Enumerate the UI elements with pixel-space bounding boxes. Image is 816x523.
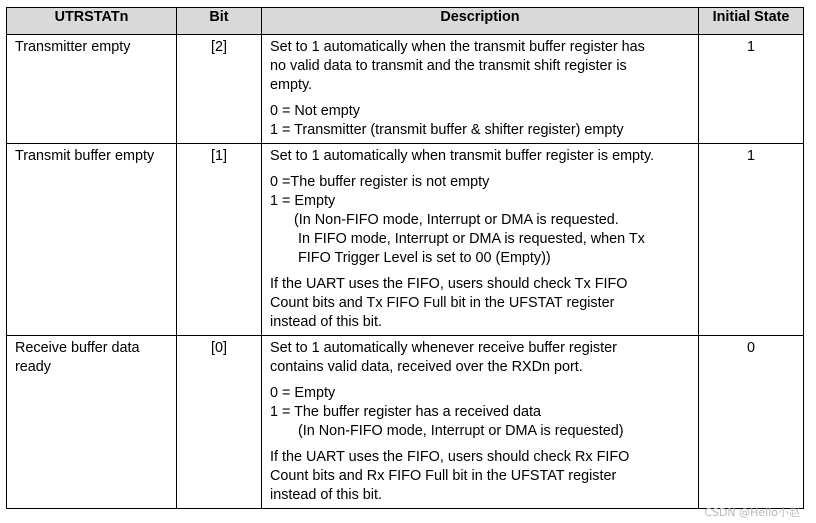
description-line: If the UART uses the FIFO, users should check Tx FIFO — [270, 276, 628, 292]
initial-state: 0 — [699, 336, 804, 509]
description-line: Set to 1 automatically when the transmit buffer register has — [270, 39, 645, 55]
table-row — [7, 144, 804, 336]
header-description: Description — [262, 8, 699, 35]
description-line: instead of this bit. — [270, 314, 382, 330]
description-line: instead of this bit. — [270, 487, 382, 503]
header-bit: Bit — [177, 8, 262, 35]
description-line: If the UART uses the FIFO, users should check Rx FIFO — [270, 449, 630, 465]
value-line: 1 = Transmitter (transmit buffer & shifter register) empty — [270, 122, 624, 138]
table-row — [7, 336, 804, 509]
description-line: Set to 1 automatically whenever receive buffer register — [270, 340, 617, 356]
header-initial-state: Initial State — [699, 8, 804, 35]
description-line: contains valid data, received over the RXDn port. — [270, 359, 583, 375]
description-line: Count bits and Rx FIFO Full bit in the UFSTAT register — [270, 468, 617, 484]
value-line: 0 = Empty — [270, 385, 336, 401]
register-table — [6, 7, 804, 509]
header-register: UTRSTATn — [7, 8, 177, 35]
description-cell — [262, 35, 699, 144]
description-cell — [262, 336, 699, 509]
bit-position: [0] — [177, 336, 262, 509]
description-line: empty. — [270, 77, 313, 93]
value-line: 1 = Empty — [270, 193, 336, 209]
field-name: Transmitter empty — [7, 35, 177, 144]
description-line: no valid data to transmit and the transmit shift register is — [270, 58, 627, 74]
value-note-line: FIFO Trigger Level is set to 00 (Empty)) — [298, 250, 551, 266]
description-paragraph — [270, 339, 690, 377]
header-row — [7, 8, 804, 35]
bit-position: [1] — [177, 144, 262, 336]
value-list — [270, 384, 690, 441]
value-line: 0 = Not empty — [270, 103, 360, 119]
value-note-line: In FIFO mode, Interrupt or DMA is requested, when Tx — [298, 231, 645, 247]
description-cell — [262, 144, 699, 336]
bit-position: [2] — [177, 35, 262, 144]
value-line: 1 = The buffer register has a received data — [270, 404, 542, 420]
value-list — [270, 102, 690, 140]
description-line: Count bits and Tx FIFO Full bit in the UFSTAT register — [270, 295, 615, 311]
description-paragraph — [270, 147, 690, 166]
field-name: Transmit buffer empty — [7, 144, 177, 336]
value-line: 0 =The buffer register is not empty — [270, 174, 490, 190]
value-note-line: (In Non-FIFO mode, Interrupt or DMA is requested. — [294, 212, 619, 228]
value-note-line: (In Non-FIFO mode, Interrupt or DMA is requested) — [298, 423, 624, 439]
initial-state: 1 — [699, 144, 804, 336]
description-paragraph — [270, 275, 690, 332]
watermark: CSDN @Hello小赵 — [704, 506, 800, 519]
description-paragraph — [270, 38, 690, 95]
table-row — [7, 35, 804, 144]
field-name: Receive buffer data ready — [7, 336, 177, 509]
value-list — [270, 173, 690, 268]
description-line: Set to 1 automatically when transmit buffer register is empty. — [270, 148, 655, 164]
description-paragraph — [270, 448, 690, 505]
initial-state: 1 — [699, 35, 804, 144]
